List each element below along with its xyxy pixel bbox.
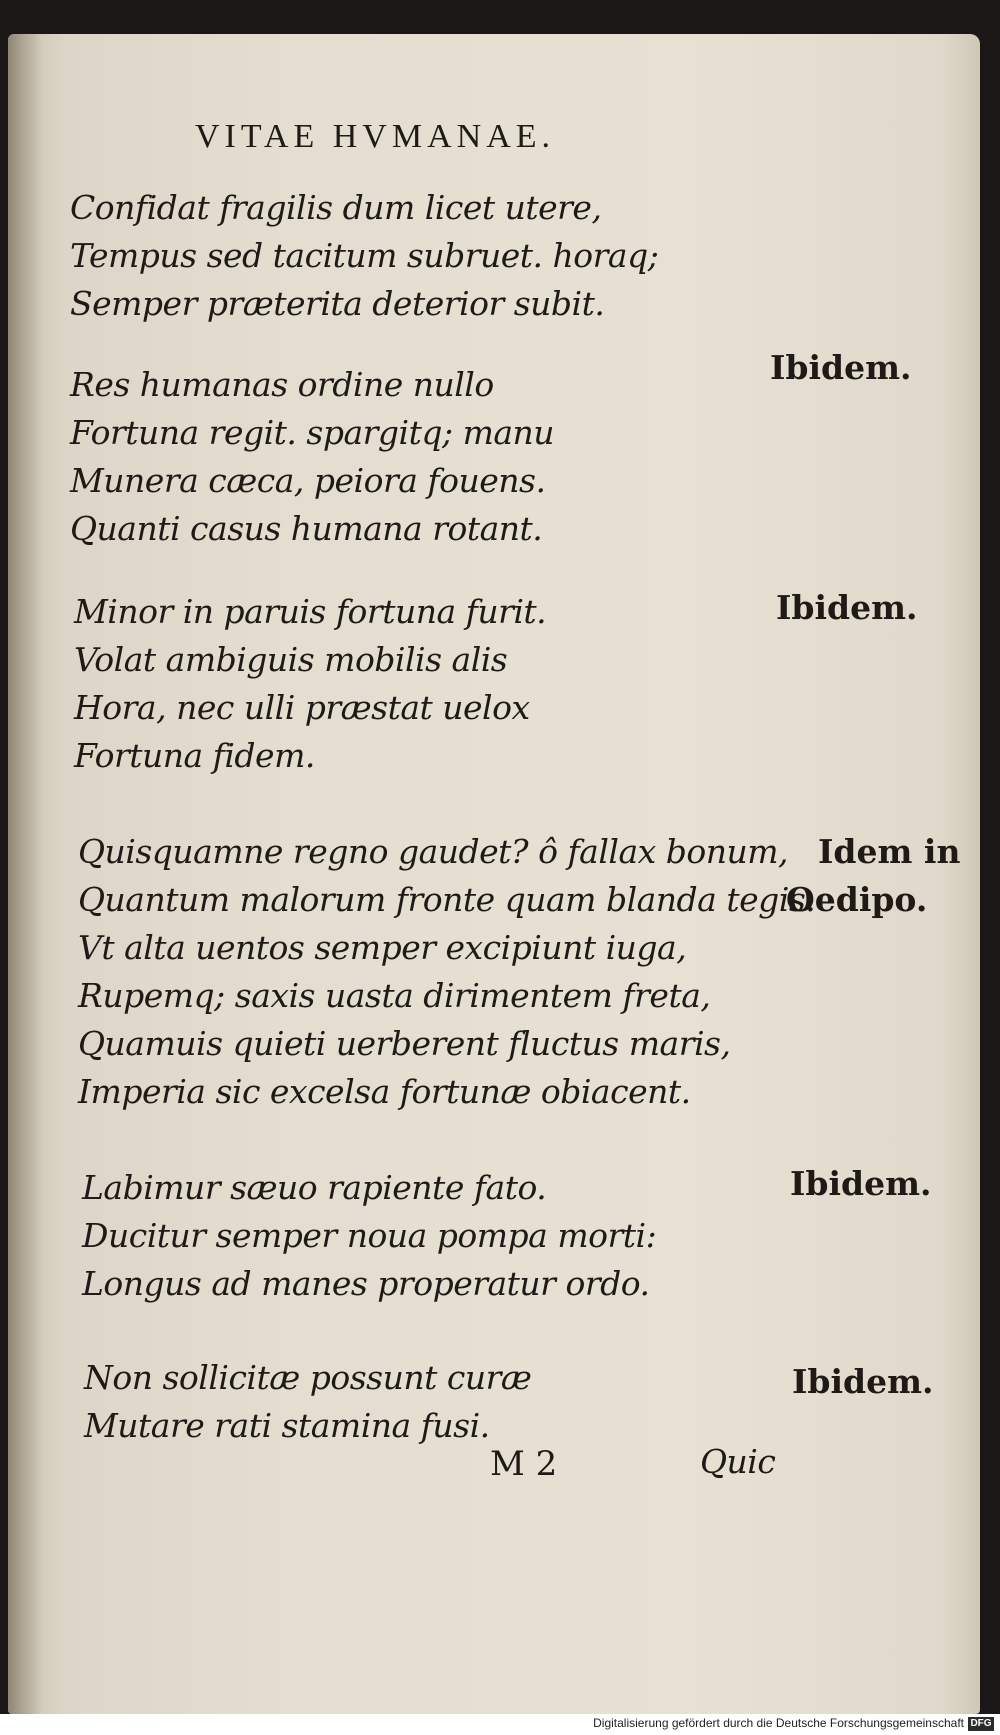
catchword: Quic	[700, 1442, 776, 1481]
verse-line: Hora, nec ulli præstat uelox	[74, 688, 530, 727]
verse-line: Quantum malorum fronte quam blanda tegis.	[78, 880, 816, 919]
verse-line: Volat ambiguis mobilis alis	[74, 640, 508, 679]
verse-line: Labimur sæuo rapiente fato.	[82, 1168, 547, 1207]
margin-note: Ibidem.	[776, 588, 918, 627]
verse-line: Fortuna regit. spargitq; manu	[70, 413, 555, 452]
verse-line: Quamuis quieti uerberent fluctus maris,	[78, 1024, 731, 1063]
verse-line: Fortuna fidem.	[74, 736, 315, 775]
verse-line: Imperia sic excelsa fortunæ obiacent.	[78, 1072, 691, 1111]
verse-line: Quisquamne regno gaudet? ô fallax bonum,	[78, 832, 789, 871]
verse-line: Non sollicitæ possunt curæ	[84, 1358, 532, 1397]
signature-mark: M 2	[490, 1444, 558, 1484]
margin-note: Ibidem.	[770, 348, 912, 387]
verse-line: Vt alta uentos semper excipiunt iuga,	[78, 928, 687, 967]
margin-note: Ibidem.	[792, 1362, 934, 1401]
verse-line: Res humanas ordine nullo	[70, 365, 494, 404]
verse-line: Ducitur semper noua pompa morti:	[82, 1216, 657, 1255]
verse-line: Tempus sed tacitum subruet. horaq;	[70, 236, 659, 275]
digitization-credit: Digitalisierung gefördert durch die Deutsche Forschungsgemeinschaft	[593, 1716, 964, 1730]
margin-note: Oedipo.	[786, 880, 928, 919]
verse-line: Longus ad manes properatur ordo.	[82, 1264, 650, 1303]
verse-line: Munera cæca, peiora fouens.	[70, 461, 546, 500]
verse-line: Quanti casus humana rotant.	[70, 509, 543, 548]
verse-line: Semper præterita deterior subit.	[70, 284, 605, 323]
running-title: VITAE HVMANAE.	[195, 118, 556, 155]
verse-line: Minor in paruis fortuna furit.	[74, 592, 547, 631]
margin-note: Ibidem.	[790, 1164, 932, 1203]
dfg-logo-icon: DFG	[968, 1717, 994, 1731]
verse-line: Rupemq; saxis uasta dirimentem freta,	[78, 976, 711, 1015]
verse-line: Confidat fragilis dum licet utere,	[70, 188, 602, 227]
margin-note: Idem in	[818, 832, 961, 871]
verse-line: Mutare rati stamina fusi.	[84, 1406, 490, 1445]
